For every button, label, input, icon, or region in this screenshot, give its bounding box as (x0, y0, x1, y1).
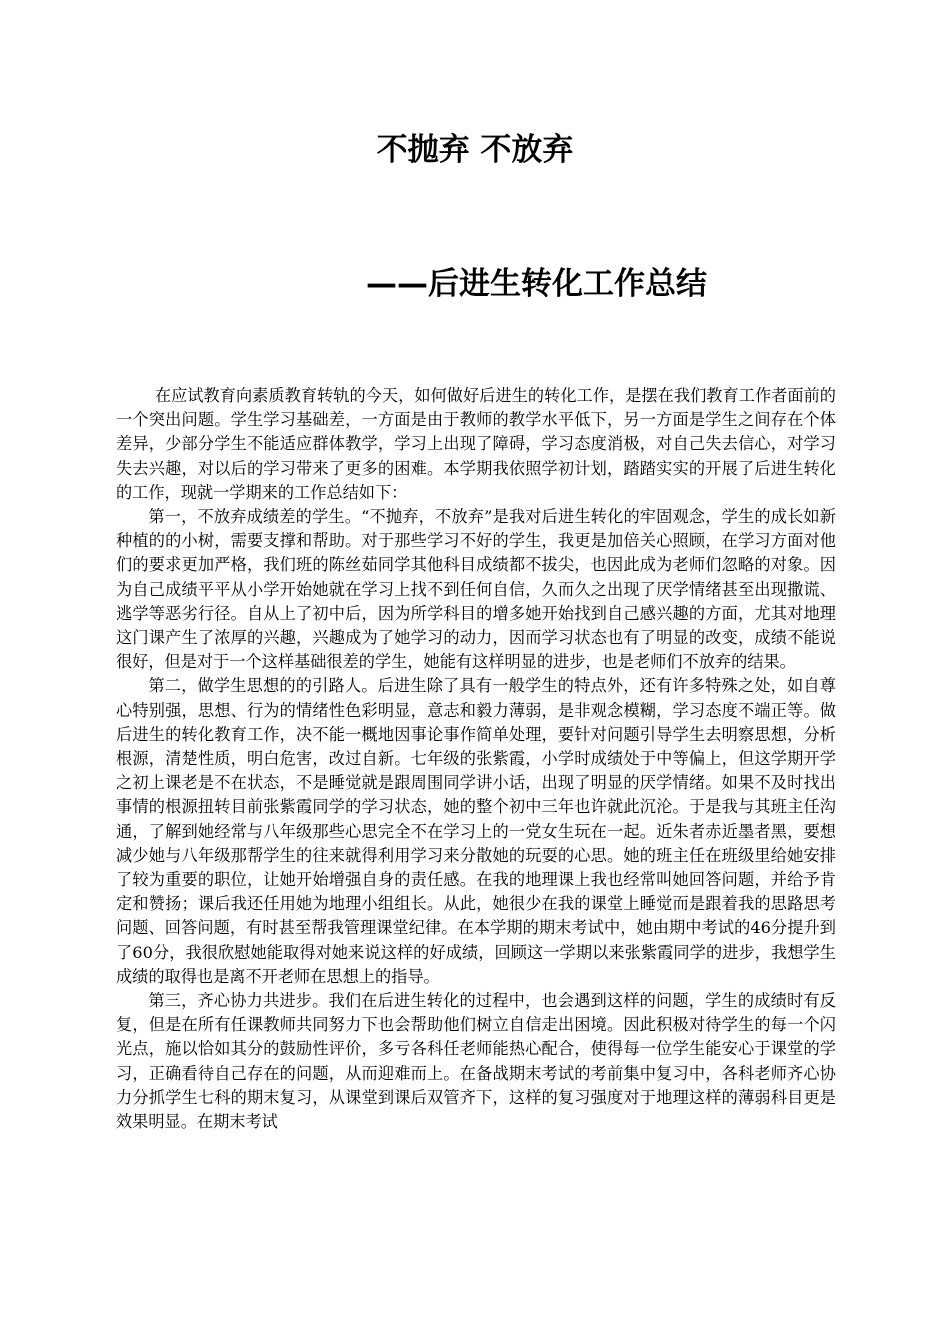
paragraph-third-point: 第三，齐心协力共进步。我们在后进生转化的过程中，也会遇到这样的问题，学生的成绩时有反复，但是在所有任课教师共同努力下也会帮助他们树立自信走出困境。因此积极对待学生的每一个闪光点，施以恰如其分的鼓励性评价，多亏各科任老师能热心配合，使得每一位学生能安心于课堂的学习，正确看待自己存在的问题，从而迎难而上。在备战期末考试的考前集中复习中，各科老师齐心协力分抓学生七科的期末复习，从课堂到课后双管齐下，这样的复习强度对于地理这样的薄弱科目更是效果明显。在期末考试 (116, 991, 836, 1132)
document-body (116, 384, 836, 1134)
paragraph-first-point: 第一，不放弃成绩差的学生。“不抛弃，不放弃”是我对后进生转化的牢固观念，学生的成长如新种植的的小树，需要支撑和帮助。对于那些学习不好的学生，我更是加倍关心照顾，在学习方面对他们的要求更加严格，我们班的陈丝茹同学其他科目成绩都不拔尖，也因此成为老师们忽略的对象。因为自己成绩平平从小学开始她就在学习上找不到任何自信，久而久之出现了厌学情绪甚至出现撒谎、逃学等恶劣行径。自从上了初中后，因为所学科目的增多她开始找到自己感兴趣的方面，尤其对地理这门课产生了浓厚的兴趣，兴趣成为了她学习的动力，因而学习状态也有了明显的改变，成绩不能说很好，但是对于一个这样基础很差的学生，她能有这样明显的进步，也是老师们不放弃的结果。 (116, 507, 836, 672)
document-subtitle: ——后进生转化工作总结 (366, 266, 707, 302)
paragraph-second-point: 第二，做学生思想的的引路人。后进生除了具有一般学生的特点外，还有许多特殊之处，如自尊心特别强，思想、行为的情绪性色彩明显，意志和毅力薄弱，是非观念模糊，学习态度不端正等。做后进生的转化教育工作，决不能一概地因事论事作简单处理，要针对问题引导学生去明察思想，分析根源，清楚性质，明白危害，改过自新。七年级的张紫霞，小学时成绩处于中等偏上，但这学期开学之初上课老是不在状态，不是睡觉就是跟周围同学讲小话，出现了明显的厌学情绪。如果不及时找出事情的根源扭转目前张紫霞同学的学习状态，她的整个初中三年也许就此沉沦。于是我与其班主任沟通，了解到她经常与八年级那些心思完全不在学习上的一党女生玩在一起。近朱者赤近墨者黑，要想减少她与八年级那帮学生的往来就得利用学习来分散她的玩耍的心思。她的班主任在班级里给她安排了较为重要的职位，让她开始增强自身的责任感。在我的地理课上我也经常叫她回答问题，并给予肯定和赞扬；课后我还任用她为地理小组组长。从此，她很少在我的课堂上睡觉而是跟着我的思路思考问题、回答问题，有时甚至帮我管理课堂纪律。在本学期的期末考试中，她由期中考试的46分提升到了60分，我很欣慰她能取得对她来说这样的好成绩，回顾这一学期以来张紫霞同学的进步，我想学生成绩的取得也是离不开老师在思想上的指导。 (116, 676, 836, 986)
document-title: 不抛弃 不放弃 (376, 132, 574, 168)
paragraph-intro: 在应试教育向素质教育转轨的今天，如何做好后进生的转化工作，是摆在我们教育工作者面前的一个突出问题。学生学习基础差，一方面是由于教师的教学水平低下，另一方面是学生之间存在个体差异，少部分学生不能适应群体教学，学习上出现了障碍，学习态度消极，对自己失去信心，对学习失去兴趣，对以后的学习带来了更多的困难。本学期我依照学初计划，踏踏实实的开展了后进生转化的工作，现就一学期来的工作总结如下： (116, 386, 836, 502)
